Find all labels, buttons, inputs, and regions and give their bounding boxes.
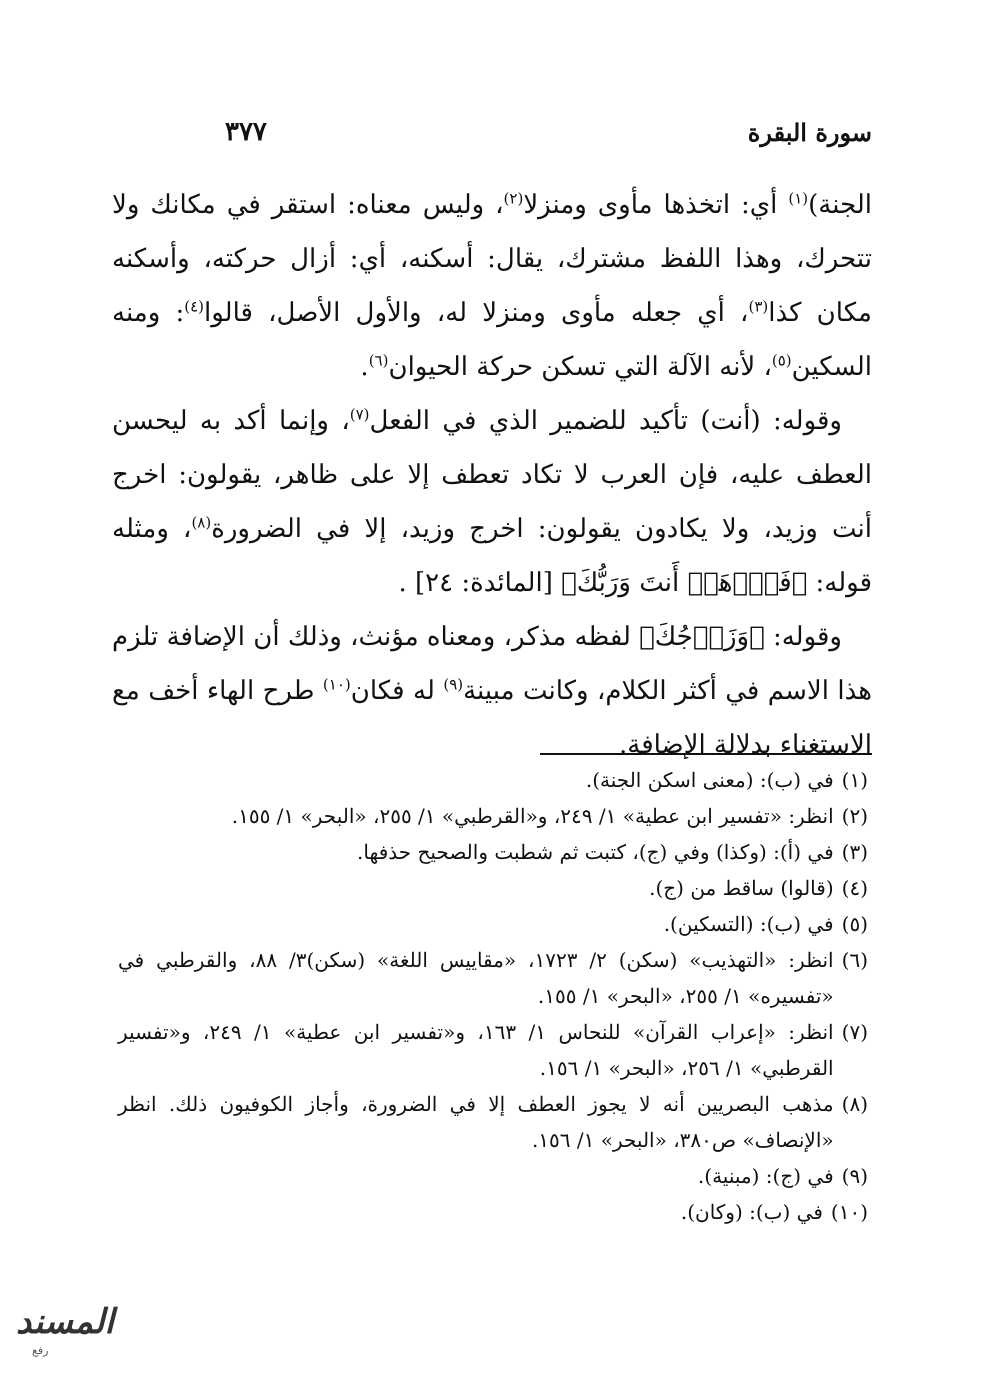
text-run: وقوله: ﴿وَزَوۡجُكَ﴾ لفظه مذكر، ومعناه مؤنث، وذلك أن الإضافة تلزم هذا الاسم في أكثر الكلام، وكانت مبينة [112,622,872,706]
text-run: الجنة) [808,190,872,220]
page-header [225,112,872,152]
text-run: طرح الهاء أخف مع الاستغناء بدلالة الإضافة. [112,676,872,760]
footnote-ref-5: (٥) [771,351,792,370]
footnote-ref-6: (٦) [368,351,389,370]
footnote-ref-7: (٧) [349,405,370,424]
footnote-item [118,1158,868,1194]
surah-title: سورة البقرة [747,117,872,147]
footnote-text: انظر: «التهذيب» (سكن) ٢/ ١٧٢٣، «مقاييس اللغة» (سكن)٣/ ٨٨، والقرطبي في «تفسيره» ١/ ٢٥٥، «البحر» ١/ ١٥٥. [118,948,834,1008]
footnote-number: (٧) [841,1020,868,1044]
footnote-number: (٩) [841,1164,868,1188]
footnote-item [118,1086,868,1158]
footnote-item [118,1014,868,1086]
main-text [112,178,872,772]
footnote-text: في (ب): (معنى اسكن الجنة). [585,768,834,792]
paragraph-1 [112,178,872,394]
text-run: ، أي جعله مأوى ومنزلا له، والأول الأصل، قالوا [204,298,749,328]
footnote-ref-4: (٤) [184,297,205,316]
text-run: ، وإنما أكد به ليحسن العطف عليه، فإن العرب لا تكاد تعطف إلا على ظاهر، يقولون: اخرج أنت وزيد، ولا يكادون يقولون: اخرج وزيد، إلا في الضرورة [112,406,872,544]
footnote-number: (٨) [841,1092,868,1116]
text-run: له فكان [350,676,444,706]
footnote-number: (٥) [841,912,868,936]
paragraph-3 [112,610,872,772]
footnote-text: في (أ): (وكذا) وفي (ج)، كتبت ثم شطبت والصحيح حذفها. [357,840,834,864]
text-run: ، لأنه الآلة التي تسكن حركة الحيوان [388,352,772,382]
footnote-item [118,942,868,1014]
footnote-ref-1: (١) [788,189,809,208]
paragraph-2 [112,394,872,610]
footnote-item [118,798,868,834]
footnote-ref-3: (٣) [748,297,769,316]
footnote-ref-9: (٩) [443,675,464,694]
footnote-text: في (ج): (مبنية). [697,1164,834,1188]
footnote-number: (٤) [841,876,868,900]
footnote-item [118,762,868,798]
footnote-number: (١) [841,768,868,792]
text-run: . [360,352,369,382]
text-run: أي: اتخذها مأوى ومنزلا [523,190,789,220]
footnote-text: في (ب): (وكان). [680,1200,823,1224]
footnote-ref-8: (٨) [191,513,212,532]
footnote-item [118,1194,868,1230]
footnote-text: في (ب): (التسكين). [663,912,834,936]
footnote-text: انظر: «تفسير ابن عطية» ١/ ٢٤٩، و«القرطبي» ١/ ٢٥٥، «البحر» ١/ ١٥٥. [231,804,834,828]
footnote-item [118,870,868,906]
text-run: ، وليس معناه: استقر في مكانك ولا تتحرك، وهذا اللفظ مشترك، يقال: أسكنه، أي: أزال حركته، وأسكنه مكان كذا [112,190,872,328]
footnote-ref-10: (١٠) [322,675,351,694]
text-run: وقوله: (أنت) تأكيد للضمير الذي في الفعل [369,406,842,436]
footnote-number: (١٠) [830,1200,868,1224]
logo-wordmark: المسند [16,1302,114,1342]
footnote-ref-2: (٢) [503,189,524,208]
footnote-item [118,906,868,942]
footnote-number: (٢) [841,804,868,828]
footnotes [118,762,868,1230]
footnote-text: (قالوا) ساقط من (ج). [649,876,834,900]
footnote-number: (٣) [841,840,868,864]
logo-subtext: رفع [32,1344,49,1357]
text-run: : ومنه السكين [112,298,872,382]
footnote-number: (٦) [841,948,868,972]
footnote-text: انظر: «إعراب القرآن» للنحاس ١/ ١٦٣، و«تفسير ابن عطية» ١/ ٢٤٩، و«تفسير القرطبي» ١/ ٢٥٦، «البحر» ١/ ١٥٦. [118,1020,834,1080]
text-run: ، ومثله قوله: ﴿فَٱذۡهَبۡ أَنتَ وَرَبُّكَ﴾ [المائدة: ٢٤] . [112,514,872,598]
page-number: ٣٧٧ [225,117,267,147]
footnote-item [118,834,868,870]
footnote-separator [540,753,872,755]
watermark-logo [8,1300,178,1366]
footnote-text: مذهب البصريين أنه لا يجوز العطف إلا في الضرورة، وأجاز الكوفيون ذلك. انظر «الإنصاف» ص٣٨٠، «البحر» ١/ ١٥٦. [118,1092,834,1152]
